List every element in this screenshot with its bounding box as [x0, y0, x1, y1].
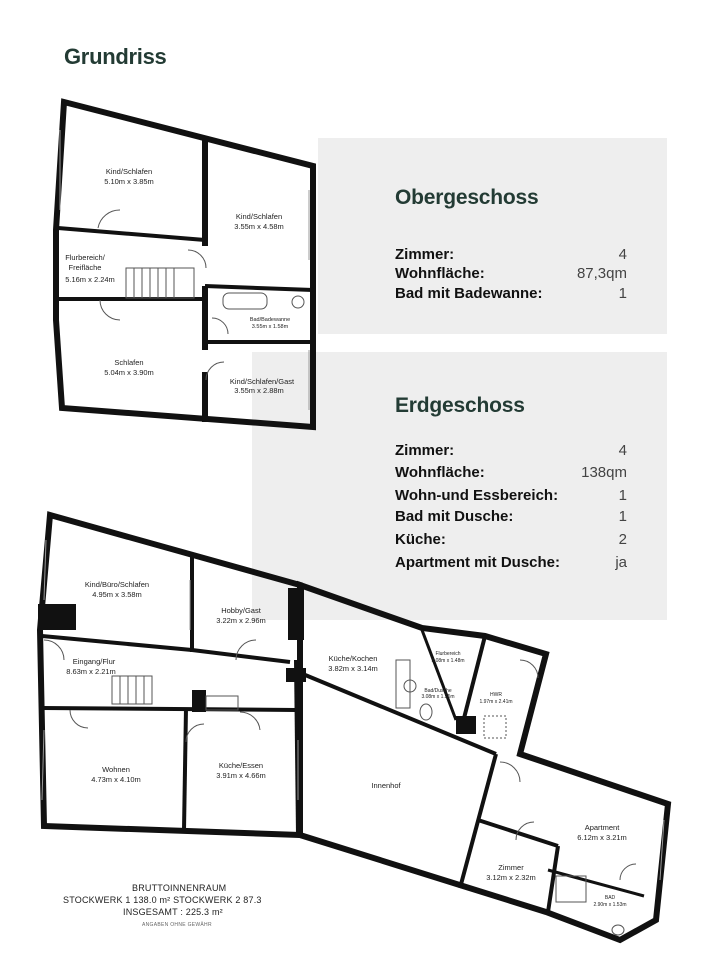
- disclaimer-note: ANGABEN OHNE GEWÄHR: [142, 922, 212, 928]
- room-label: Eingang/Flur: [72, 657, 116, 666]
- ground-stairs: [112, 676, 152, 704]
- room-size: 3.91m x 4.66m: [216, 771, 266, 780]
- summary-line-2: STOCKWERK 1 138.0 m² STOCKWERK 2 87.3: [63, 895, 262, 905]
- ground-wall-h1: [42, 636, 192, 650]
- room-label: Hobby/Gast: [221, 606, 261, 615]
- room-size: 3.08m x 1.48m: [431, 658, 465, 664]
- room-size: 3.55m x 4.58m: [234, 222, 284, 231]
- chimney-block: [192, 690, 206, 712]
- ground-wall-h2: [192, 650, 290, 662]
- room-size: 5.16m x 2.24m: [65, 275, 115, 284]
- room-label: Freifläche: [68, 263, 102, 272]
- room-size: 5.04m x 3.90m: [104, 368, 154, 377]
- summary-line-1: BRUTTOINNENRAUM: [132, 883, 227, 893]
- row-label: Zimmer:: [395, 246, 455, 263]
- row-label: Wohnfläche:: [395, 265, 485, 282]
- room-size: 4.73m x 4.10m: [91, 775, 141, 784]
- room-size: 3.55m x 2.88m: [234, 386, 284, 395]
- row-value: 87,3qm: [576, 265, 627, 282]
- room-label: Kind/Schlafen/Gast: [229, 377, 295, 386]
- row-label: Wohn-und Essbereich:: [395, 487, 559, 504]
- room-label: Wohnen: [102, 765, 130, 774]
- row-label: Bad mit Badewanne:: [395, 285, 543, 302]
- ground-wall-v2: [184, 708, 186, 830]
- door-arc-icon: [44, 640, 64, 660]
- room-label: Apartment: [584, 823, 620, 832]
- row-value: 138qm: [581, 464, 627, 481]
- room-size: 3.55m x 1.58m: [251, 324, 289, 330]
- row-value: 1: [618, 285, 627, 302]
- room-label: BAD: [604, 895, 616, 901]
- row-label: Küche:: [395, 531, 446, 548]
- upper-floor-heading: Obergeschoss: [395, 186, 539, 209]
- row-label: Wohnfläche:: [395, 464, 485, 481]
- row-value: 4: [618, 442, 627, 459]
- room-label: HWR: [490, 692, 502, 698]
- room-label: Kind/Schlafen: [105, 167, 153, 176]
- ground-floor-heading: Erdgeschoss: [395, 394, 525, 417]
- chimney-block: [286, 668, 306, 682]
- row-value: ja: [615, 554, 627, 571]
- room-label: Innenhof: [371, 781, 401, 790]
- room-size: 6.12m x 3.21m: [577, 833, 627, 842]
- row-value: 2: [618, 531, 627, 548]
- row-label: Bad mit Dusche:: [395, 508, 514, 525]
- room-label: Küche/Essen: [218, 761, 264, 770]
- row-value: 1: [618, 508, 627, 525]
- row-value: 4: [618, 246, 627, 263]
- room-size: 5.10m x 3.85m: [104, 177, 154, 186]
- appliance-icon: [484, 716, 506, 738]
- toilet-icon: [420, 704, 432, 720]
- room-label: Schlafen: [114, 358, 144, 367]
- room-size: 1.97m x 2.41m: [479, 699, 513, 705]
- room-label: Kind/Büro/Schlafen: [84, 580, 150, 589]
- row-label: Apartment mit Dusche:: [395, 554, 561, 571]
- ground-wall-h3: [42, 708, 296, 710]
- chimney-block: [456, 716, 476, 734]
- row-value: 1: [618, 487, 627, 504]
- room-size: 3.22m x 2.96m: [216, 616, 266, 625]
- page-title: Grundriss: [64, 44, 167, 69]
- room-label: Bad/Badewanne: [249, 317, 291, 323]
- room-size: 4.95m x 3.58m: [92, 590, 142, 599]
- room-size: 2.90m x 1.53m: [593, 902, 627, 908]
- toilet-icon: [612, 925, 624, 935]
- chimney-block: [38, 604, 76, 630]
- room-label: Kind/Schlafen: [235, 212, 283, 221]
- room-size: 8.63m x 2.21m: [66, 667, 116, 676]
- row-label: Zimmer:: [395, 442, 455, 459]
- ground-wall-h6: [548, 870, 644, 896]
- ground-wall-h5: [478, 820, 558, 846]
- room-label: Flurbereich: [435, 651, 461, 657]
- room-size: 3.08m x 1.55m: [421, 694, 455, 700]
- room-label: Zimmer: [498, 863, 524, 872]
- ground-wall-v4: [422, 630, 456, 720]
- room-label: Bad/Dusche: [424, 688, 452, 694]
- ground-wall-v5: [462, 636, 485, 726]
- room-size: 3.12m x 2.32m: [486, 873, 536, 882]
- kitchen-counter-icon: [396, 660, 410, 708]
- room-label: Küche/Kochen: [328, 654, 378, 663]
- room-label: Flurbereich/: [65, 253, 105, 262]
- room-size: 3.82m x 3.14m: [328, 664, 378, 673]
- summary-line-3: INSGESAMT : 225.3 m²: [123, 907, 223, 917]
- chimney-block: [288, 588, 304, 640]
